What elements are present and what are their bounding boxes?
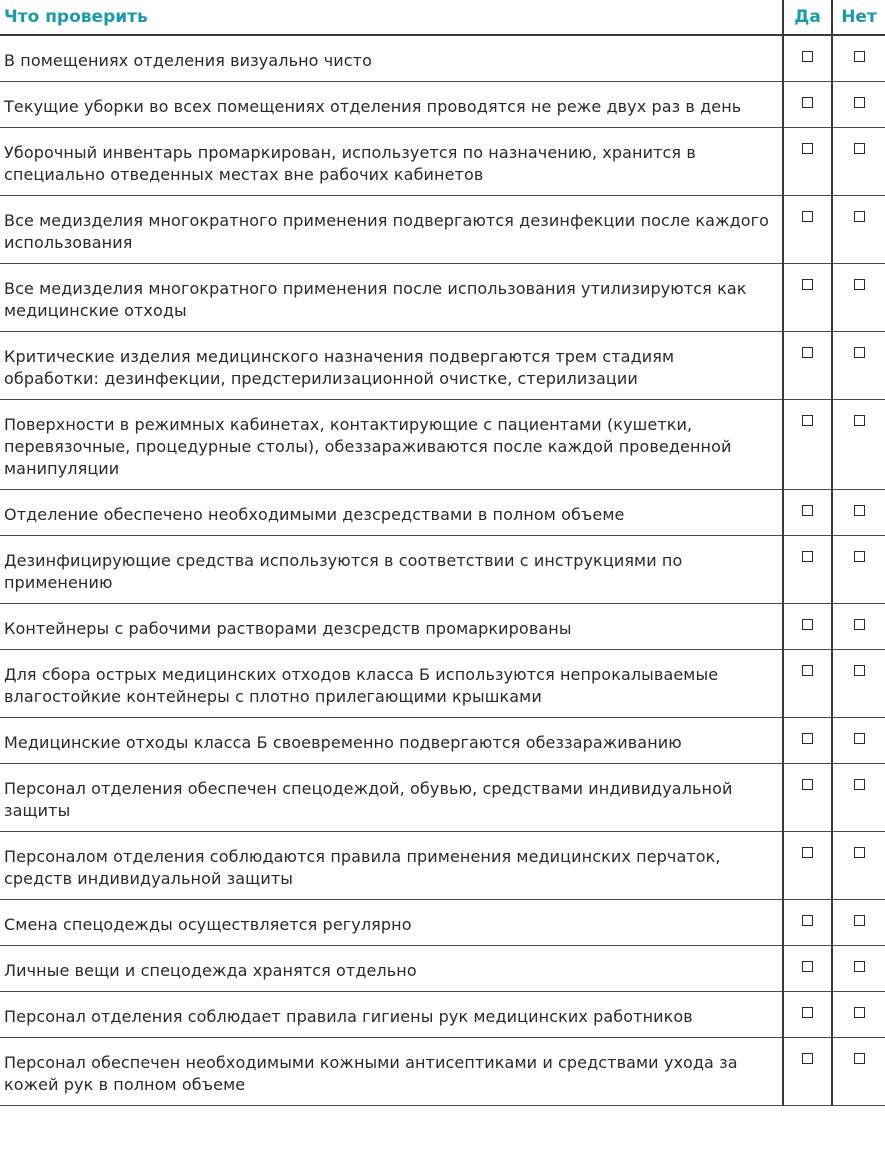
cell-no <box>832 764 885 832</box>
no-checkbox[interactable] <box>854 505 865 516</box>
check-question: В помещениях отделения визуально чисто <box>0 35 783 82</box>
yes-checkbox[interactable] <box>802 551 813 562</box>
no-checkbox[interactable] <box>854 847 865 858</box>
table-row <box>0 764 885 832</box>
cell-no <box>832 35 885 82</box>
check-question: Персонал обеспечен необходимыми кожными антисептиками и средствами ухода за кожей рук в полном объеме <box>0 1038 783 1106</box>
table-row <box>0 650 885 718</box>
table-row <box>0 992 885 1038</box>
no-checkbox[interactable] <box>854 97 865 108</box>
table-header-row <box>0 0 885 35</box>
cell-yes <box>783 1038 832 1106</box>
check-question: Контейнеры с рабочими растворами дезсредств промаркированы <box>0 604 783 650</box>
no-checkbox[interactable] <box>854 211 865 222</box>
yes-checkbox[interactable] <box>802 847 813 858</box>
no-checkbox[interactable] <box>854 779 865 790</box>
cell-no <box>832 332 885 400</box>
table-row <box>0 1038 885 1106</box>
header-yes: Да <box>783 0 832 35</box>
cell-yes <box>783 400 832 490</box>
no-checkbox[interactable] <box>854 1053 865 1064</box>
yes-checkbox[interactable] <box>802 961 813 972</box>
check-question: Смена спецодежды осуществляется регулярно <box>0 900 783 946</box>
cell-no <box>832 264 885 332</box>
yes-checkbox[interactable] <box>802 779 813 790</box>
cell-no <box>832 992 885 1038</box>
cell-yes <box>783 992 832 1038</box>
no-checkbox[interactable] <box>854 143 865 154</box>
cell-yes <box>783 536 832 604</box>
cell-no <box>832 82 885 128</box>
table-row <box>0 332 885 400</box>
yes-checkbox[interactable] <box>802 1053 813 1064</box>
yes-checkbox[interactable] <box>802 733 813 744</box>
table-row <box>0 35 885 82</box>
cell-yes <box>783 832 832 900</box>
check-question: Поверхности в режимных кабинетах, контактирующие с пациентами (кушетки, перевязочные, процедурные столы), обеззараживаются после каждой проведенной манипуляции <box>0 400 783 490</box>
no-checkbox[interactable] <box>854 415 865 426</box>
no-checkbox[interactable] <box>854 619 865 630</box>
cell-yes <box>783 718 832 764</box>
cell-yes <box>783 650 832 718</box>
cell-yes <box>783 264 832 332</box>
cell-no <box>832 490 885 536</box>
yes-checkbox[interactable] <box>802 211 813 222</box>
yes-checkbox[interactable] <box>802 505 813 516</box>
cell-no <box>832 900 885 946</box>
cell-no <box>832 196 885 264</box>
check-question: Все медизделия многократного применения подвергаются дезинфекции после каждого использования <box>0 196 783 264</box>
yes-checkbox[interactable] <box>802 619 813 630</box>
no-checkbox[interactable] <box>854 665 865 676</box>
cell-yes <box>783 332 832 400</box>
table-row <box>0 900 885 946</box>
check-question: Персоналом отделения соблюдаются правила применения медицинских перчаток, средств индивидуальной защиты <box>0 832 783 900</box>
yes-checkbox[interactable] <box>802 51 813 62</box>
no-checkbox[interactable] <box>854 551 865 562</box>
check-question: Персонал отделения обеспечен спецодеждой, обувью, средствами индивидуальной защиты <box>0 764 783 832</box>
cell-no <box>832 604 885 650</box>
cell-yes <box>783 900 832 946</box>
no-checkbox[interactable] <box>854 279 865 290</box>
cell-yes <box>783 764 832 832</box>
cell-yes <box>783 82 832 128</box>
check-question: Персонал отделения соблюдает правила гигиены рук медицинских работников <box>0 992 783 1038</box>
no-checkbox[interactable] <box>854 1007 865 1018</box>
yes-checkbox[interactable] <box>802 97 813 108</box>
header-no: Нет <box>832 0 885 35</box>
cell-yes <box>783 946 832 992</box>
table-row <box>0 604 885 650</box>
check-question: Для сбора острых медицинских отходов класса Б используются непрокалываемые влагостойкие контейнеры с плотно прилегающими крышками <box>0 650 783 718</box>
cell-no <box>832 718 885 764</box>
table-row <box>0 264 885 332</box>
table-row <box>0 400 885 490</box>
table-row <box>0 490 885 536</box>
cell-yes <box>783 128 832 196</box>
table-row <box>0 128 885 196</box>
check-question: Критические изделия медицинского назначения подвергаются трем стадиям обработки: дезинфекции, предстерилизационной очистке, стерилизации <box>0 332 783 400</box>
cell-no <box>832 536 885 604</box>
check-question: Личные вещи и спецодежда хранятся отдельно <box>0 946 783 992</box>
cell-yes <box>783 196 832 264</box>
table-row <box>0 196 885 264</box>
table-row <box>0 832 885 900</box>
table-row <box>0 82 885 128</box>
no-checkbox[interactable] <box>854 961 865 972</box>
cell-yes <box>783 604 832 650</box>
yes-checkbox[interactable] <box>802 1007 813 1018</box>
yes-checkbox[interactable] <box>802 347 813 358</box>
check-question: Все медизделия многократного применения после использования утилизируются как медицинские отходы <box>0 264 783 332</box>
cell-no <box>832 946 885 992</box>
yes-checkbox[interactable] <box>802 143 813 154</box>
table-row <box>0 536 885 604</box>
cell-no <box>832 400 885 490</box>
check-question: Текущие уборки во всех помещениях отделения проводятся не реже двух раз в день <box>0 82 783 128</box>
table-row <box>0 718 885 764</box>
table-row <box>0 946 885 992</box>
yes-checkbox[interactable] <box>802 415 813 426</box>
check-question: Уборочный инвентарь промаркирован, используется по назначению, хранится в специально отведенных местах вне рабочих кабинетов <box>0 128 783 196</box>
cell-no <box>832 832 885 900</box>
cell-yes <box>783 490 832 536</box>
header-question: Что проверить <box>0 0 783 35</box>
no-checkbox[interactable] <box>854 51 865 62</box>
yes-checkbox[interactable] <box>802 915 813 926</box>
no-checkbox[interactable] <box>854 733 865 744</box>
check-question: Отделение обеспечено необходимыми дезсредствами в полном объеме <box>0 490 783 536</box>
cell-yes <box>783 35 832 82</box>
check-question: Дезинфицирующие средства используются в соответствии с инструкциями по применению <box>0 536 783 604</box>
no-checkbox[interactable] <box>854 915 865 926</box>
cell-no <box>832 1038 885 1106</box>
no-checkbox[interactable] <box>854 347 865 358</box>
cell-no <box>832 650 885 718</box>
yes-checkbox[interactable] <box>802 665 813 676</box>
yes-checkbox[interactable] <box>802 279 813 290</box>
cell-no <box>832 128 885 196</box>
check-question: Медицинские отходы класса Б своевременно подвергаются обеззараживанию <box>0 718 783 764</box>
